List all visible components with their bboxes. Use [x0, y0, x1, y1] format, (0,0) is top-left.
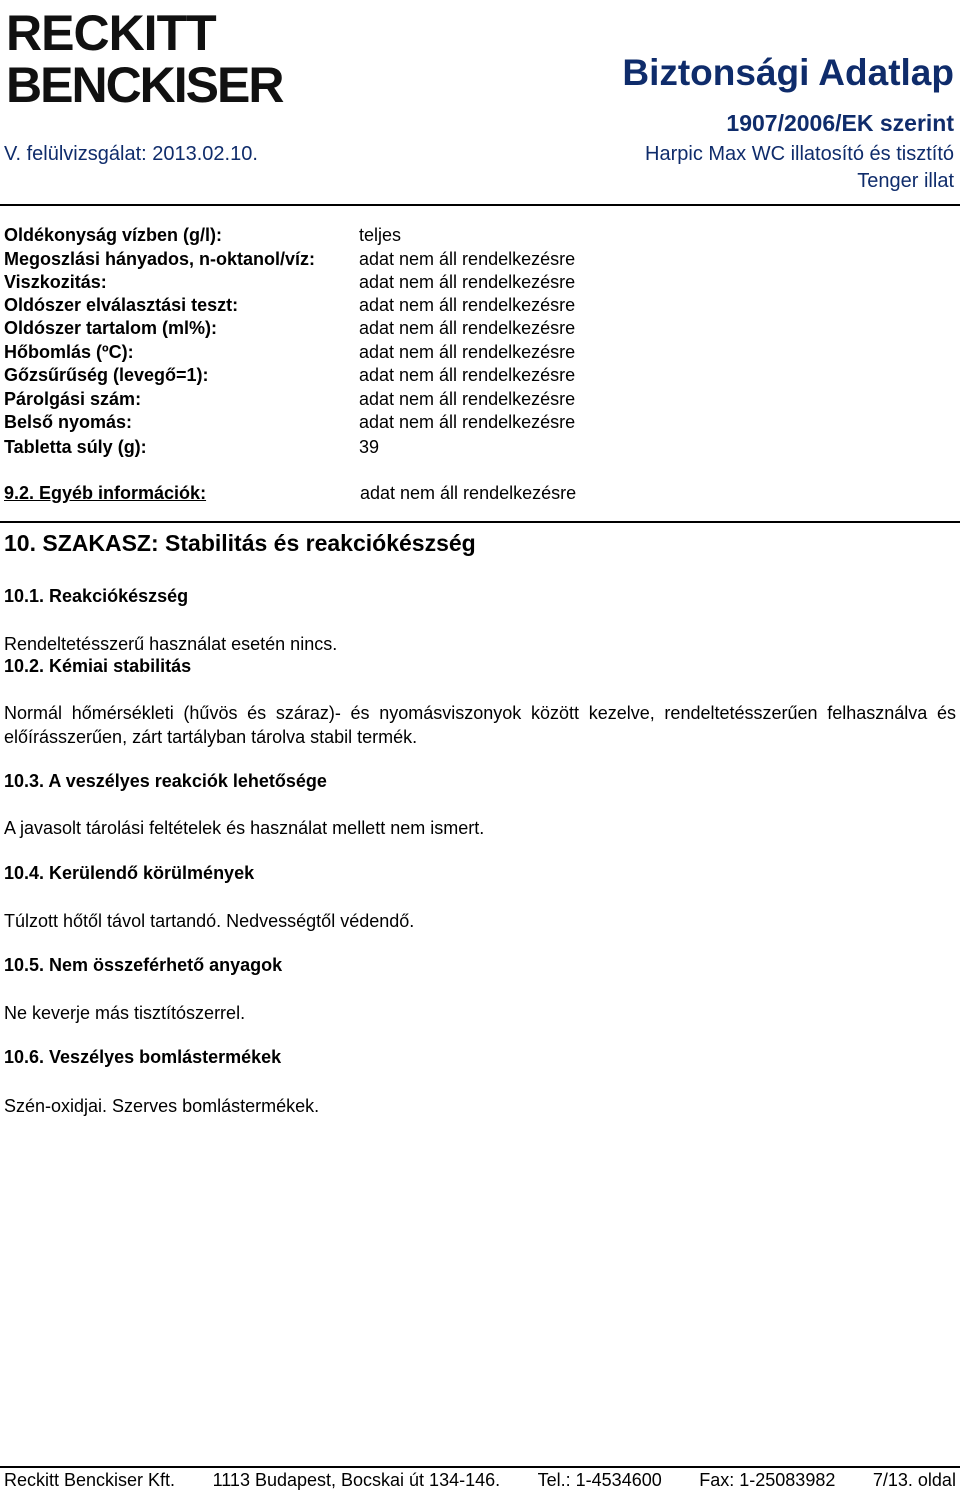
footer-phone: Tel.: 1-4534600 — [537, 1470, 662, 1490]
property-value: teljes — [359, 225, 402, 245]
subsection-heading: 10.1. Reakciókészség — [4, 586, 189, 606]
property-row — [4, 271, 944, 293]
property-value: adat nem áll rendelkezésre — [359, 272, 576, 292]
other-info-row — [4, 482, 944, 504]
property-value: 39 — [359, 437, 380, 457]
revision-date: V. felülvizsgálat: 2013.02.10. — [4, 143, 258, 165]
subsection-text: Normál hőmérsékleti (hűvös és száraz)- és nyomásviszonyok között kezelve, rendeltetésszerűen felhasználva és előírásszerűen, zárt tartályban tárolva stabil termék. — [4, 703, 956, 747]
property-value: adat nem áll rendelkezésre — [359, 365, 576, 385]
property-row — [4, 388, 944, 410]
property-label: Oldószer elválasztási teszt: — [4, 295, 239, 315]
subsection-heading: 10.4. Kerülendő körülmények — [4, 863, 255, 883]
property-label: Belső nyomás: — [4, 412, 133, 432]
property-label: Párolgási szám: — [4, 389, 142, 409]
property-label: Megoszlási hányados, n-oktanol/víz: — [4, 249, 316, 269]
property-value: adat nem áll rendelkezésre — [359, 389, 576, 409]
regulation-reference: 1907/2006/EK szerint — [726, 110, 954, 136]
property-label: Gőzsűrűség (levegő=1): — [4, 365, 209, 385]
property-row — [4, 411, 944, 433]
reckitt-benckiser-logo — [4, 4, 294, 110]
subsection-heading: 10.2. Kémiai stabilitás — [4, 656, 192, 676]
footer-page-number: 7/13. oldal — [872, 1470, 956, 1490]
property-row — [4, 436, 944, 458]
product-name: Harpic Max WC illatosító és tisztító — [645, 143, 954, 165]
property-label: Viszkozitás: — [4, 272, 107, 292]
subsection-heading: 10.5. Nem összeférhető anyagok — [4, 955, 283, 975]
property-row — [4, 248, 944, 270]
property-row — [4, 317, 944, 339]
svg-text:RECKITT: RECKITT — [6, 5, 216, 61]
property-row — [4, 294, 944, 316]
property-row — [4, 364, 944, 386]
property-value: adat nem áll rendelkezésre — [359, 342, 576, 362]
subsection-text: Szén-oxidjai. Szerves bomlástermékek. — [4, 1096, 320, 1116]
svg-text:BENCKISER: BENCKISER — [6, 57, 283, 110]
footer-company: Reckitt Benckiser Kft. — [4, 1470, 176, 1490]
property-label: Tabletta súly (g): — [4, 437, 147, 457]
footer-fax: Fax: 1-25083982 — [699, 1470, 836, 1490]
property-label: Oldószer tartalom (ml%): — [4, 318, 218, 338]
page-footer — [4, 1470, 956, 1491]
subsection-text: Ne keverje más tisztítószerrel. — [4, 1003, 246, 1023]
section-divider — [0, 521, 960, 523]
footer-divider — [0, 1466, 960, 1468]
property-value: adat nem áll rendelkezésre — [359, 318, 576, 338]
product-variant: Tenger illat — [857, 170, 954, 192]
property-row — [4, 224, 944, 246]
property-value: adat nem áll rendelkezésre — [359, 249, 576, 269]
subsection-text: Rendeltetésszerű használat esetén nincs. — [4, 634, 338, 654]
header-divider — [0, 204, 960, 206]
document-title: Biztonsági Adatlap — [622, 52, 954, 93]
property-value: adat nem áll rendelkezésre — [359, 295, 576, 315]
section-heading: 10. SZAKASZ: Stabilitás és reakciókészség — [4, 530, 476, 556]
property-label: Hőbomlás (ºC): — [4, 342, 134, 362]
property-value: adat nem áll rendelkezésre — [359, 412, 576, 432]
subsection-heading: 10.6. Veszélyes bomlástermékek — [4, 1047, 282, 1067]
other-info-label: 9.2. Egyéb információk: — [4, 483, 207, 503]
footer-address: 1113 Budapest, Bocskai út 134-146. — [212, 1470, 501, 1490]
property-label: Oldékonyság vízben (g/l): — [4, 225, 223, 245]
subsection-text: A javasolt tárolási feltételek és használat mellett nem ismert. — [4, 818, 485, 838]
subsection-heading: 10.3. A veszélyes reakciók lehetősége — [4, 771, 327, 791]
subsection-text: Túlzott hőtől távol tartandó. Nedvességtől védendő. — [4, 911, 415, 931]
property-row — [4, 341, 944, 363]
other-info-value: adat nem áll rendelkezésre — [360, 483, 577, 503]
